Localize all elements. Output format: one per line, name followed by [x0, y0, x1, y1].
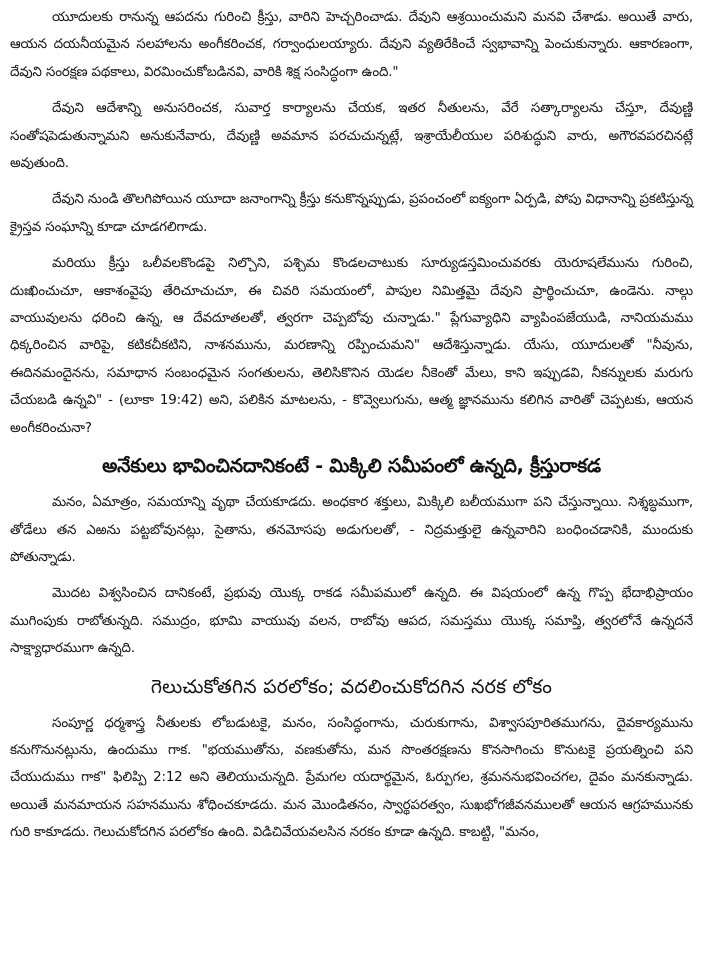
paragraph-6: మొదట విశ్వసించిన దానికంటే, ప్రభువు యొక్క రాకడ సమీపములో ఉన్నది. ఈ విషయంలో ఉన్న గొప్ప భేదాభిప్రాయం ముగింపుకు రాబోతున్నది. సముద్రం, భూమి వాయువు వలన, రాబోవు ఆపద, సమస్తము యొక్క సమాప్తి, త్వరలోనే ఉన్నదనే సాక్ష్యాధారముగా ఉన్నది. — [10, 586, 693, 657]
paragraph-1: యూదులకు రానున్న ఆపదను గురించి క్రీస్తు, వారిని హెచ్చరించాడు. దేవుని ఆశ్రయించుమని మనవి చేశాడు. అయితే వారు, ఆయన దయనీయమైన సలహాలను అంగీకరించక, గర్వాంధులయ్యారు. దేవుని వ్యతిరేకించే స్వభావాన్ని పెంచుకున్నారు. ఆకారణంగా, దేవుని సంరక్షణ పథకాలు, విరమించుకోబడినవి, వారికి శిక్ష సంసిద్ధంగా ఉంది." — [10, 10, 693, 80]
paragraph-7: సంపూర్ణ ధర్మశాస్త్ర నీతులకు లోబడుటకై, మనం, సంసిద్ధంగాను, చురుకుగాను, విశ్వాసపూరితముగను, దైవకార్యమును కనుగొనునట్లును, ఉందుము గాక. "భయముతోను, వణకుతోను, మన సొంతరక్షణను కొనసాగించు కొనుటకై ప్రయత్నించి పని చేయుదుము గాక" ఫిలిప్పి 2:12 అని తెలియుచున్నది. ప్రేమగల యదార్థమైన, ఓర్పుగల, శ్రమననుభవించగల, దైవం మనకున్నాడు. అయితే మనమాయన సహనమును శోధించకూడదు. మన మొండితనం, స్వార్థపరత్వం, సుఖభోగజీవనములతో ఆయన ఆగ్రహమునకు గురి కాకూడదు. గెలుచుకోదగిన పరలోకం ఉంది. విడిచివేయవలసిన నరకం కూడా ఉన్నది. కాబట్టి, "మనం, — [10, 715, 693, 841]
paragraph-2: దేవుని ఆదేశాన్ని అనుసరించక, సువార్త కార్యాలను చేయక, ఇతర నీతులను, వేరే సత్కార్యాలను చేస్తూ, దేవుణ్ణి సంతోషపెడుతున్నామని అనుకునేవారు, దేవుణ్ణి అవమాన పరచుచున్నట్లే, ఇశ్రాయేలీయుల పరిశుద్ధుని వారు, అగౌరవపరచినట్లే అవుతుంది. — [10, 101, 693, 172]
paragraph-5: మనం, ఏమాత్రం, సమయాన్ని వృథా చేయకూడదు. అంధకార శక్తులు, మిక్కిలి బలీయముగా పని చేస్తున్నాయి. నిశ్శబ్ధముగా, తోడేలు తన ఎఱను పట్టబోవునట్లు, సైతాను, తనమోసపు అడుగులతో, - నిద్రమత్తులై ఉన్నవారిని బంధించడానికి, ముందుకు పోతున్నాడు. — [10, 495, 693, 565]
paragraph-3: దేవుని నుండి తొలగిపోయిన యూదా జనాంగాన్ని క్రీస్తు కనుకొన్నప్పుడు, ప్రపంచంలో ఐక్యంగా ఏర్పడి, పోపు విధానాన్ని ప్రకటిస్తున్న క్రైస్తవ సంఘాన్ని కూడా చూడగలిగాడు. — [10, 192, 693, 235]
section-heading-second-coming: అనేకులు భావించినదానికంటే - మిక్కిలి సమీపంలో ఉన్నది, క్రీస్తురాకడ — [102, 455, 601, 478]
paragraph-4: మరియు క్రీస్తు ఒలీవలకొండపై నిల్చొని, పశ్చిమ కొండలచాటుకు సూర్యుడస్తమించువరకు యెరూషలేమును గురించి, దుఃఖించుచూ, ఆకాశంవైపు తేరిచూచుచూ, ఈ చివరి సమయంలో, పాపుల నిమిత్తమై దేవుని ప్రార్థించుచూ, ఉండెను. నాల్గు వాయువులను ధరించి ఉన్న, ఆ దేవదూతలతో, త్వరగా చెప్పబోవు చున్నాడు." ప్లేగువ్యాధిని వ్యాపింపజేయుడి, నానియమము ధిక్కరించిన వారిపై, కటికచీకటిని, నాశనమును, మరణాన్ని రప్పించుమని" ఆదేశిస్తున్నాడు. యేసు, యూదులతో "నీవును, ఈదినమందైనను, సమాధాన సంబంధమైన సంగతులను, తెలిసికొనిన యెడల నీకెంతో మేలు, కాని ఇప్పుడవి, నీకన్నులకు మరుగు చేయబడి ఉన్నవి" - (లూకా 19:42) అని, పలికిన మాటలను, - కొవ్వెలుగును, ఆత్మ జ్ఞానమును కలిగిన వారితో చెప్పటకు, ఆయన అంగీకరించునా? — [10, 256, 693, 436]
section-heading-heaven-hell: గెలుచుకోతగిన పరలోకం; వదలించుకోదగిన నరక లోకం — [150, 675, 553, 698]
